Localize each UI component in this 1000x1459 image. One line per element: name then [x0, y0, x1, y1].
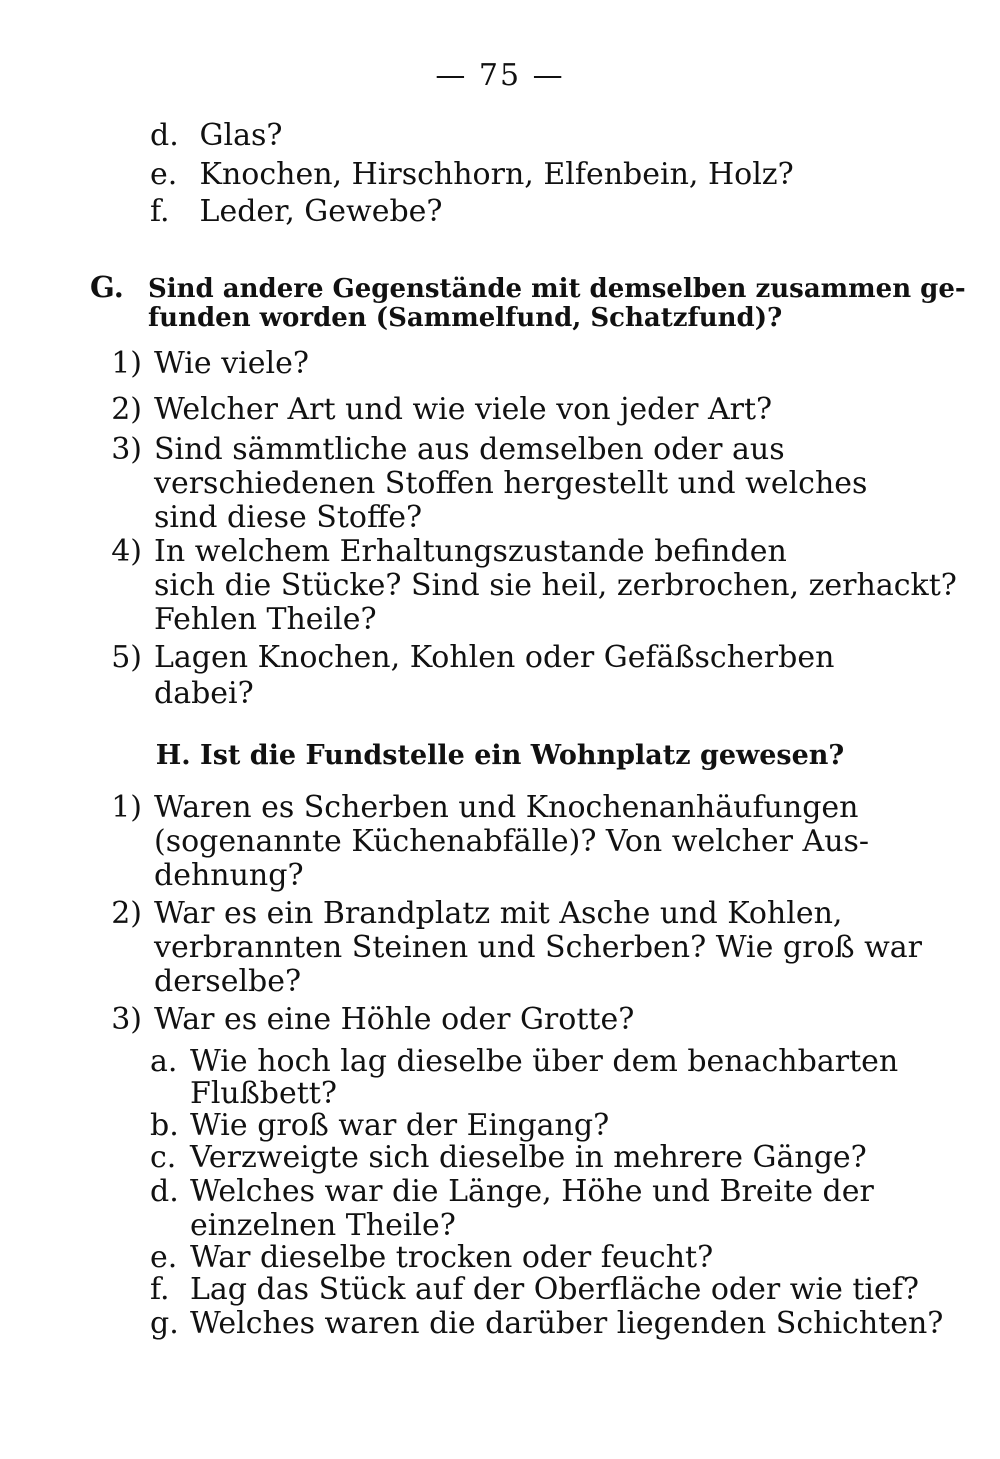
- section-h-subitem-e: e. War dieselbe trocken oder feucht?: [150, 1240, 714, 1275]
- section-h-subitem-d: d. Welches war die Länge, Höhe und Breite der: [150, 1174, 874, 1209]
- section-h-heading: H. Ist die Fundstelle ein Wohnplatz gewesen?: [155, 740, 845, 771]
- list-item-text: Knochen, Hirschhorn, Elfenbein, Holz?: [199, 157, 794, 192]
- list-item-d: d. Glas?: [150, 118, 283, 153]
- section-h-item-2-line3: derselbe?: [154, 964, 302, 999]
- section-g-item-3-line3: sind diese Stoffe?: [154, 500, 423, 535]
- section-g-title-line1: Sind andere Gegenstände mit demselben zusammen ge-: [148, 274, 966, 304]
- section-g-item-3-line2: verschiedenen Stoffen hergestellt und welches: [154, 466, 868, 501]
- section-h-item-3: 3) War es eine Höhle oder Grotte?: [111, 1002, 635, 1037]
- section-g-title-line2: funden worden (Sammelfund, Schatzfund)?: [148, 303, 783, 333]
- section-h-item-2-line2: verbrannten Steinen und Scherben? Wie groß war: [154, 930, 923, 965]
- section-h-subitem-b: b. Wie groß war der Eingang?: [150, 1108, 610, 1143]
- section-h-subitem-a-line2: Flußbett?: [190, 1076, 337, 1111]
- section-h-item-1-line2: (sogenannte Küchenabfälle)? Von welcher Aus-: [154, 824, 870, 859]
- section-h-subitem-f: f. Lag das Stück auf der Oberfläche oder wie tief?: [150, 1272, 919, 1307]
- page-number: — 75 —: [435, 58, 565, 93]
- section-g-item-1: 1) Wie viele?: [111, 346, 309, 381]
- section-h-subitem-g: g. Welches waren die darüber liegenden Schichten?: [150, 1306, 944, 1341]
- section-h-subitem-d-line2: einzelnen Theile?: [190, 1208, 456, 1243]
- list-item-text: Leder, Gewebe?: [199, 194, 443, 229]
- section-h-subitem-a: a. Wie hoch lag dieselbe über dem benachbarten: [150, 1044, 899, 1079]
- section-h-item-1: 1) Waren es Scherben und Knochenanhäufungen: [111, 790, 859, 825]
- section-g-item-4-line3: Fehlen Theile?: [154, 602, 377, 637]
- section-g-item-4-line2: sich die Stücke? Sind sie heil, zerbrochen, zerhackt?: [154, 568, 957, 603]
- list-item-text: Glas?: [199, 118, 283, 153]
- section-g-heading: [90, 270, 966, 304]
- section-h-item-2: 2) War es ein Brandplatz mit Asche und Kohlen,: [111, 896, 843, 931]
- section-g-item-2: 2) Welcher Art und wie viele von jeder Art?: [111, 392, 773, 427]
- section-h-item-1-line3: dehnung?: [154, 858, 304, 893]
- section-g-item-3: 3) Sind sämmtliche aus demselben oder aus: [111, 432, 785, 467]
- section-h-subitem-c: c. Verzweigte sich dieselbe in mehrere Gänge?: [150, 1140, 867, 1175]
- list-item-e: e. Knochen, Hirschhorn, Elfenbein, Holz?: [150, 157, 794, 192]
- section-g-item-5-line2: dabei?: [154, 676, 254, 711]
- section-g-label: G.: [90, 270, 124, 304]
- list-item-f: f. Leder, Gewebe?: [150, 194, 443, 229]
- section-g-item-4: 4) In welchem Erhaltungszustande befinden: [111, 534, 787, 569]
- section-g-item-5: 5) Lagen Knochen, Kohlen oder Gefäßscherben: [111, 640, 835, 675]
